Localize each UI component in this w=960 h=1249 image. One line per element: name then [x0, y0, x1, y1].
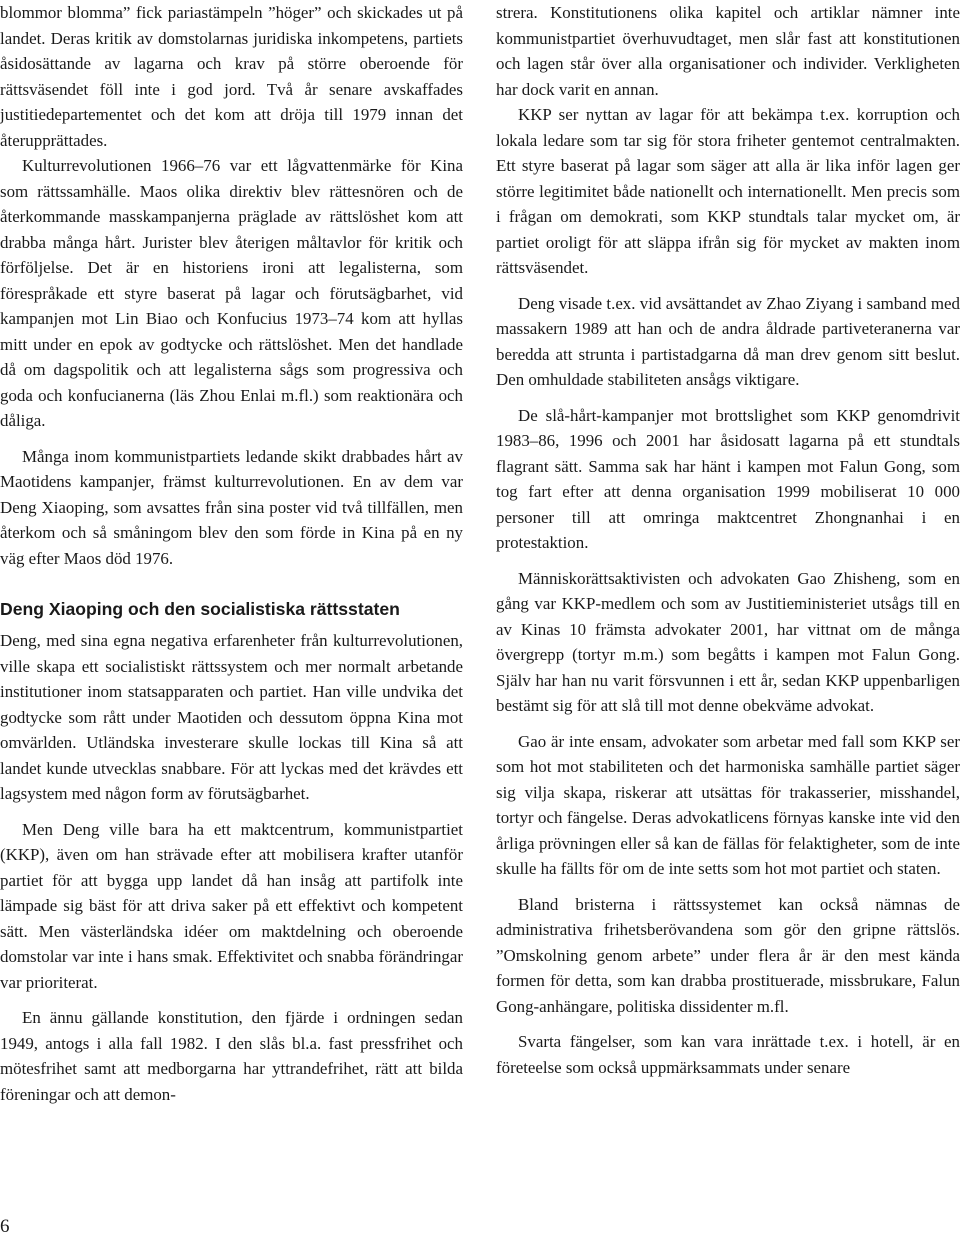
paragraph: Deng, med sina egna negativa erfarenheter från kulturrevolutionen, ville skapa ett socialistiskt rättssystem och mer normalt arbetande institutioner inom statsapparaten och partiet. Han ville undvika det godtycke som rått under Maotiden och dessutom öppna Kina mot omvärlden. Utländska investerare skulle lockas till Kina så att landet kunde utvecklas snabbare. För att lyckas med det krävdes ett lagsystem med någon form av förutsägbarhet.	[0, 631, 463, 803]
paragraph: Bland bristerna i rättssystemet kan också nämnas de administrativa frihetsberövandena som gör den gripne rättslös. ”Omskolning genom arbete” under flera år är den mest kända formen för detta, som kan drabba prostituerade, missbrukare, Falun Gong-anhängare, politiska dissidenter m.fl.	[496, 894, 960, 1016]
paragraph: De slå-hårt-kampanjer mot brottslighet som KKP genomdrivit 1983–86, 1996 och 2001 har åsidosatt lagarna på ett stundtals flagrant sätt. Samma sak har hänt i kampen mot Falun Gong, som tog fart efter att denna organisation 1999 mobiliserat 10 000 personer till att omringa maktcentret Zhongnanhai i en protestaktion.	[496, 405, 960, 552]
right-column	[496, 0, 960, 1080]
paragraph: strera. Konstitutionens olika kapitel och artiklar nämner inte kommunistpartiet överhuvudtaget, men slår fast att konstitutionen och lagen står över alla organisationer och individer. Verkligheten har dock varit en annan.	[496, 3, 960, 99]
paragraph: Svarta fängelser, som kan vara inrättade t.ex. i hotell, är en företeelse som också uppmärksammats under senare	[496, 1032, 960, 1077]
paragraph: En ännu gällande konstitution, den fjärde i ordningen sedan 1949, antogs i alla fall 1982. I den slås bl.a. fast pressfrihet och mötesfrihet samt att medborgarna har yttrandefrihet, rätt att bilda föreningar och att demon-	[0, 1008, 463, 1104]
paragraph: Gao är inte ensam, advokater som arbetar med fall som KKP ser som hot mot stabiliteten och det harmoniska samhälle partiet säger sig vilja skapa, riskerar att utsättas för trakasserier, misshandel, tortyr och fängelse. Deras advokatlicens förnyas kanske inte vid den årliga prövningen eller så kan de fällas för felaktigheter, som de inte skulle ha fällts för om de inte setts som hot mot partiet och staten.	[496, 731, 960, 878]
paragraph: Många inom kommunistpartiets ledande skikt drabbades hårt av Maotidens kampanjer, främst kulturrevolutionen. En av dem var Deng Xiaoping, som avsattes från sina poster vid två tillfällen, men återkom och så småningom blev den som förde in Kina på en ny väg efter Maos död 1976.	[0, 446, 463, 568]
left-column	[0, 0, 463, 1107]
page-number: 6	[0, 1216, 10, 1237]
paragraph: Människorättsaktivisten och advokaten Gao Zhisheng, som en gång var KKP-medlem och som av Justitieministeriet utsågs till en av Kinas 10 främsta advokater 2001, har vittnat om de många övergrepp (tortyr m.m.) som begåtts i kampen mot Falun Gong. Själv har han nu varit försvunnen i ett år, sedan KKP uppenbarligen bestämt sig för att slå till mot denne obekväme advokat.	[496, 568, 960, 715]
paragraph: Men Deng ville bara ha ett maktcentrum, kommunistpartiet (KKP), även om han strävade efter att mobilisera krafter utanför partiet för att bygga upp landet då han insåg att partifolk inte lämpade sig bäst för att driva saker på ett effektivt och kompetent sätt. Men västerländska idéer om maktdelning och oberoende domstolar var inte i hans smak. Effektivitet och snabba förändringar var prioriterat.	[0, 819, 463, 992]
paragraph: KKP ser nyttan av lagar för att bekämpa t.ex. korruption och lokala ledare som tar sig för stora friheter gentemot centralmakten. Ett styre baserat på lagar som säger att alla är lika inför lagen ger större legitimitet både nationellt och internationellt. Men precis som i frågan om demokrati, som KKP stundtals talar mycket om, är partiet oroligt för att släppa ifrån sig för mycket av makten inom rättsväsendet.	[496, 105, 960, 277]
paragraph: Deng visade t.ex. vid avsättandet av Zhao Ziyang i samband med massakern 1989 att han och de andra åldrade partiveteranerna var beredda att strunta i partistadgarna då man drev genom sitt beslut. Den omhuldade stabiliteten ansågs viktigare.	[496, 293, 960, 389]
section-heading: Deng Xiaoping och den socialistiska rättsstaten	[0, 599, 400, 619]
paragraph: blommor blomma” fick pariastämpeln ”höger” och skickades ut på landet. Deras kritik av domstolarnas juridiska inkompetens, partiets åsidosättande av lagarna och krav på större oberoende för rättsväsendet föll inte i god jord. Två år senare avskaffades justitiedepartementet och det kom att dröja till 1979 innan det återupprättades.	[0, 3, 463, 150]
paragraph: Kulturrevolutionen 1966–76 var ett lågvattenmärke för Kina som rättssamhälle. Maos olika direktiv blev rättesnören och de återkommande masskampanjerna präglade av rättslöshet kom att drabba många hårt. Jurister blev återigen måltavlor för kritik och förföljelse. Det är en historiens ironi att legalisterna, som förespråkade ett styre baserat på lagar och förutsägbarhet, vid kampanjen mot Lin Biao och Konfucius 1973–74 kom att hyllas mitt under en epok av godtycke och rättslöshet. Men det handlade då om dagspolitik och att legalisterna sågs som progressiva och goda och konfucianerna (läs Zhou Enlai m.fl.) som reaktionära och dåliga.	[0, 156, 463, 430]
